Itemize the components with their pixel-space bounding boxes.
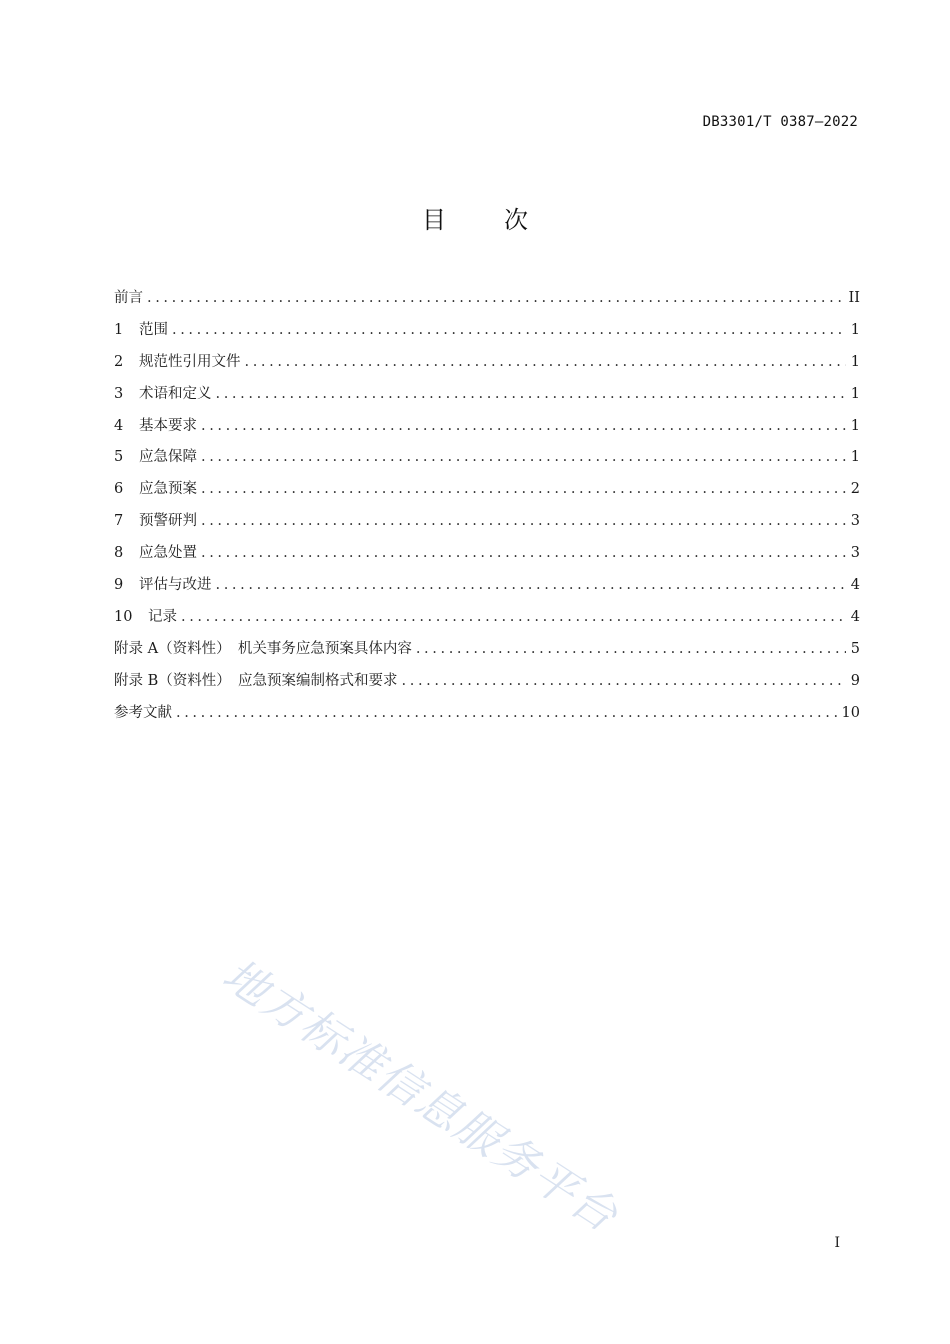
toc-entry-number: 9 [114, 577, 124, 594]
toc-entry-page: 1 [850, 385, 860, 402]
toc-entry-emergency-support[interactable] [114, 442, 860, 474]
toc-entry-page: 3 [850, 545, 860, 562]
toc-entry-page: 10 [841, 704, 860, 721]
toc-entry-label: 前言 [114, 290, 143, 306]
toc-entry-appendix-b[interactable] [114, 666, 860, 698]
toc-entry-page: 4 [850, 577, 860, 594]
toc-dot-leader [201, 474, 846, 506]
document-code: DB3301/T 0387—2022 [702, 114, 858, 130]
toc-entry-foreword[interactable] [114, 283, 860, 315]
toc-entry-page: 1 [850, 449, 860, 466]
toc-entry-page: 9 [850, 672, 860, 689]
toc-entry-emergency-plan[interactable] [114, 474, 860, 506]
toc-entry-label: 术语和定义 [139, 385, 212, 402]
toc-entry-page: 1 [850, 417, 860, 434]
toc-dot-leader [216, 379, 847, 411]
toc-entry-page: 4 [850, 608, 860, 625]
toc-entry-label: 评估与改进 [139, 577, 212, 594]
watermark-text: 地方标准信息服务平台 [213, 949, 628, 1243]
toc-entry-number: 1 [114, 321, 124, 338]
toc-entry-number: 3 [114, 385, 124, 402]
toc-entry-number: 7 [114, 513, 124, 530]
toc-entry-label: 应急预案 [139, 481, 197, 498]
page-title-char-2: 次 [504, 206, 528, 234]
toc-dot-leader [416, 634, 846, 666]
toc-entry-page: 3 [850, 513, 860, 530]
toc-entry-label: 记录 [148, 608, 177, 625]
toc-dot-leader [181, 602, 846, 634]
table-of-contents [114, 283, 860, 729]
toc-dot-leader [172, 315, 846, 347]
toc-entry-evaluation-improvement[interactable] [114, 570, 860, 602]
toc-entry-number: 6 [114, 481, 124, 498]
toc-entry-label: 附录 A（资料性） 机关事务应急预案具体内容 [114, 640, 412, 657]
toc-entry-terms-definitions[interactable] [114, 379, 860, 411]
toc-entry-label: 规范性引用文件 [139, 353, 241, 370]
toc-entry-scope[interactable] [114, 315, 860, 347]
toc-entry-label: 应急保障 [139, 449, 197, 466]
page-title-char-1: 目 [422, 206, 446, 234]
toc-entry-label: 预警研判 [139, 513, 197, 530]
toc-entry-number: 2 [114, 353, 124, 370]
toc-dot-leader [201, 411, 846, 443]
toc-entry-label: 应急处置 [139, 545, 197, 562]
toc-dot-leader [176, 698, 838, 730]
toc-entry-page: 1 [850, 353, 860, 370]
toc-entry-emergency-response[interactable] [114, 538, 860, 570]
toc-dot-leader [201, 538, 846, 570]
toc-dot-leader [201, 506, 846, 538]
toc-dot-leader [201, 442, 846, 474]
toc-entry-label: 附录 B（资料性） 应急预案编制格式和要求 [114, 672, 398, 689]
toc-entry-appendix-a[interactable] [114, 634, 860, 666]
page-title [0, 200, 950, 235]
toc-dot-leader [402, 666, 846, 698]
page-number: I [834, 1235, 840, 1251]
toc-entry-label: 范围 [139, 321, 168, 338]
toc-entry-page: 2 [850, 481, 860, 498]
toc-entry-basic-requirements[interactable] [114, 411, 860, 443]
toc-entry-number: 8 [114, 545, 124, 562]
toc-dot-leader [147, 283, 845, 315]
toc-entry-records[interactable] [114, 602, 860, 634]
toc-entry-early-warning[interactable] [114, 506, 860, 538]
toc-entry-page: II [848, 290, 860, 306]
toc-entry-number: 5 [114, 449, 124, 466]
toc-entry-label: 基本要求 [139, 417, 197, 434]
toc-entry-label: 参考文献 [114, 704, 172, 721]
toc-entry-number: 10 [114, 608, 133, 625]
toc-dot-leader [245, 347, 847, 379]
toc-entry-normative-references[interactable] [114, 347, 860, 379]
toc-dot-leader [216, 570, 847, 602]
toc-entry-number: 4 [114, 417, 124, 434]
toc-entry-bibliography[interactable] [114, 698, 860, 730]
toc-entry-page: 5 [850, 640, 860, 657]
toc-entry-page: 1 [850, 321, 860, 338]
